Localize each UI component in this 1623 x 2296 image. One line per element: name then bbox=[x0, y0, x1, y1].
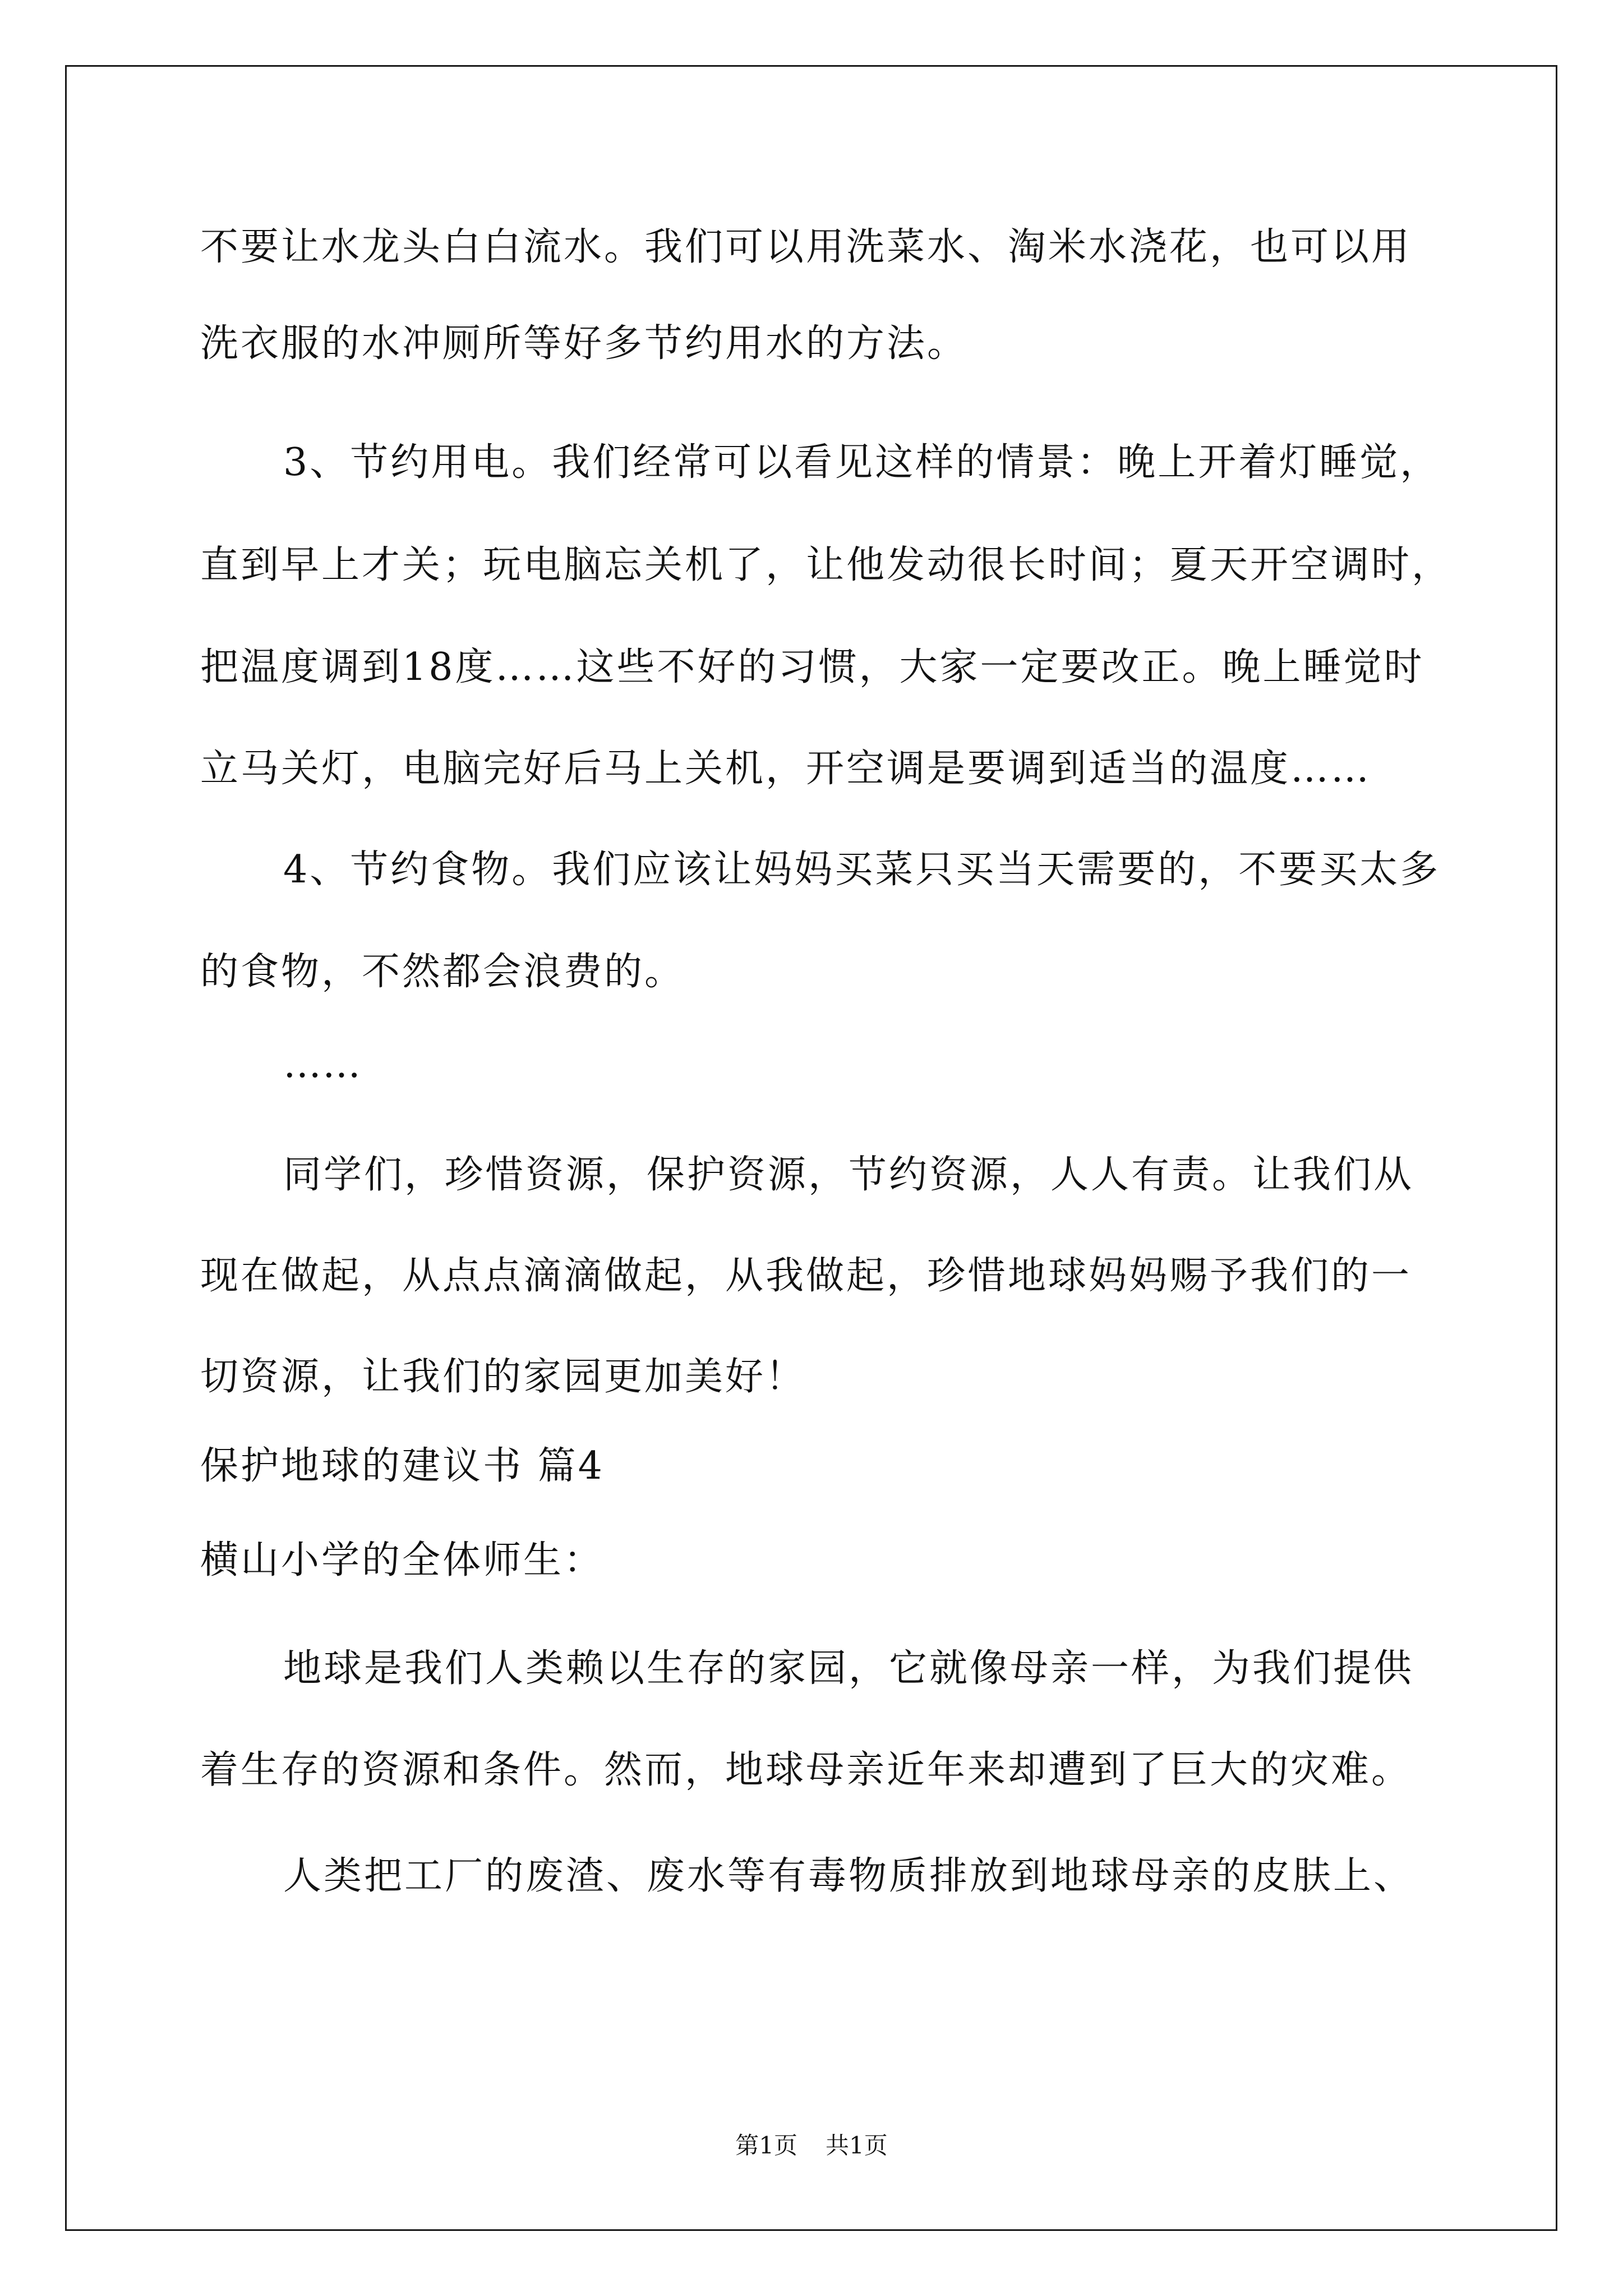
paragraph-line: 把温度调到18度……这些不好的习惯，大家一定要改正。晚上睡觉时 bbox=[200, 645, 1424, 689]
paragraph-line: 3、节约用电。我们经常可以看见这样的情景：晚上开着灯睡觉， bbox=[283, 440, 1441, 485]
paragraph-line: 4、节约食物。我们应该让妈妈买菜只买当天需要的，不要买太多 bbox=[283, 848, 1441, 892]
paragraph-line: 直到早上才关；玩电脑忘关机了，让他发动很长时间；夏天开空调时， bbox=[200, 543, 1453, 587]
paragraph-line: 现在做起，从点点滴滴做起，从我做起，珍惜地球妈妈赐予我们的一 bbox=[200, 1254, 1412, 1298]
salutation-line: 横山小学的全体师生： bbox=[200, 1538, 605, 1582]
page-number: 第1页 bbox=[735, 2132, 797, 2159]
paragraph-line: 不要让水龙头白白流水。我们可以用洗菜水、淘米水浇花，也可以用 bbox=[200, 225, 1412, 269]
paragraph-line: 洗衣服的水冲厕所等好多节约用水的方法。 bbox=[200, 321, 968, 366]
paragraph-line: 同学们，珍惜资源，保护资源，节约资源，人人有责。让我们从 bbox=[283, 1153, 1414, 1197]
page-total: 共1页 bbox=[826, 2132, 888, 2159]
paragraph-line: 切资源，让我们的家园更加美好！ bbox=[200, 1355, 806, 1399]
paragraph-line: 立马关灯，电脑完好后马上关机，开空调是要调到适当的温度…… bbox=[200, 747, 1372, 791]
paragraph-line: 的食物，不然都会浪费的。 bbox=[200, 950, 685, 994]
ellipsis-line: …… bbox=[283, 1042, 362, 1087]
paragraph-line: 着生存的资源和条件。然而，地球母亲近年来却遭到了巨大的灾难。 bbox=[200, 1748, 1412, 1792]
paragraph-line: 地球是我们人类赖以生存的家园，它就像母亲一样，为我们提供 bbox=[283, 1646, 1414, 1691]
page-frame bbox=[65, 65, 1557, 2231]
page-footer bbox=[0, 2132, 1623, 2160]
section-heading: 保护地球的建议书 篇4 bbox=[200, 1444, 605, 1488]
paragraph-line: 人类把工厂的废渣、废水等有毒物质排放到地球母亲的皮肤上、 bbox=[283, 1854, 1414, 1898]
